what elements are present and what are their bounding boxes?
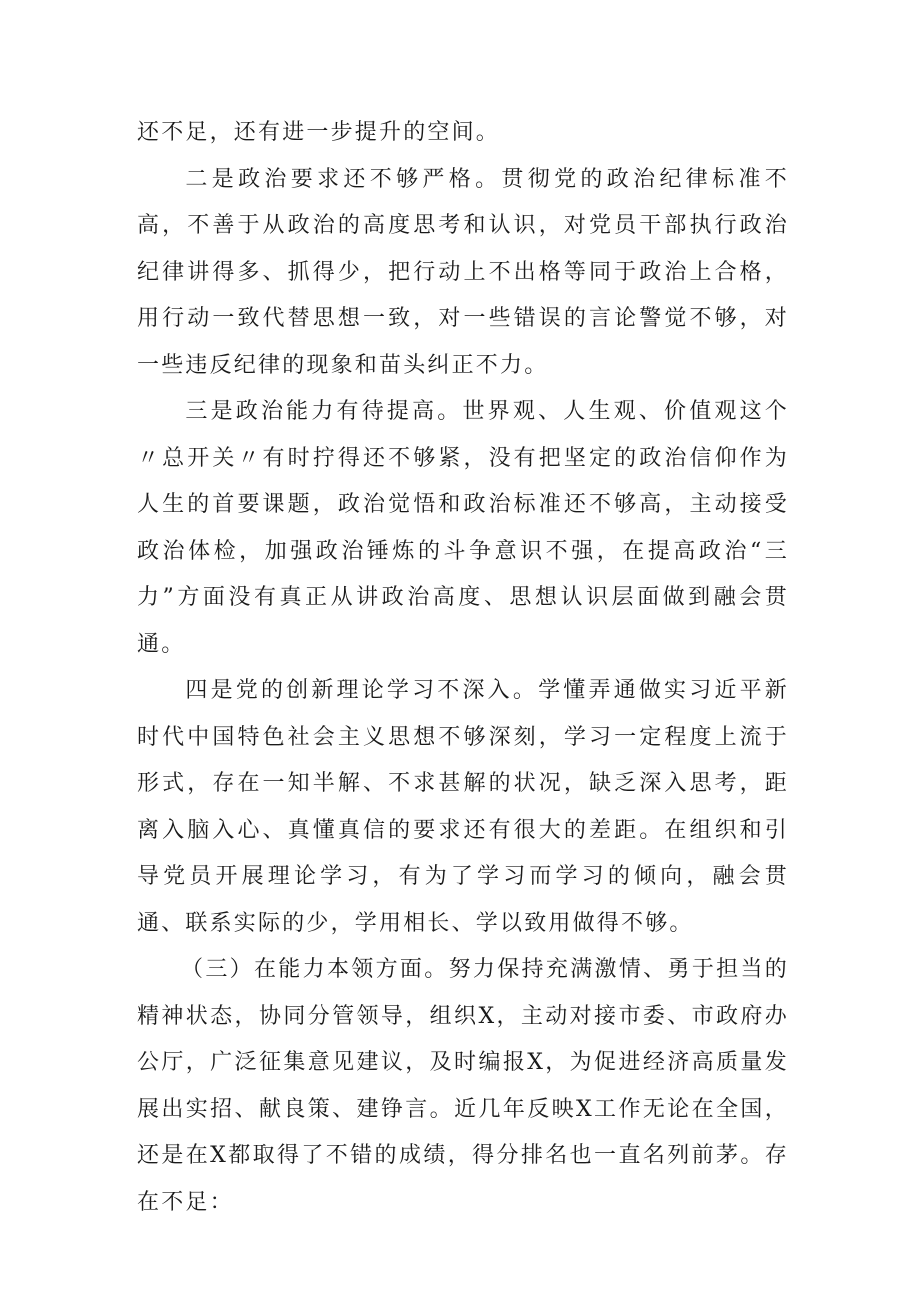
paragraph-continuation: 还不足，还有进一步提升的空间。 (137, 120, 501, 145)
paragraph-political-ability: 三是政治能力有待提高。世界观、人生观、价值观这个〃总开关〃有时拧得还不够紧，没有把坚定的政治信仰作为人生的首要课题，政治觉悟和政治标准还不够高，主动接受政治体检，加强政治锤炼的斗争意识不强，在提高政治“三力”方面没有真正从讲政治高度、思想认识层面做到融会贯通。 (137, 399, 789, 657)
paragraph-capability-section: （三）在能力本领方面。努力保持充满激情、勇于担当的精神状态，协同分管领导，组织X，主动对接市委、市政府办公厅，广泛征集意见建议，及时编报X，为促进经济高质量发展出实招、献良策、建铮言。近几年反映X工作无论在全国，还是在X都取得了不错的成绩，得分排名也一直名列前茅。存在不足： (137, 957, 789, 1215)
paragraph-political-requirements: 二是政治要求还不够严格。贯彻党的政治纪律标准不高，不善于从政治的高度思考和认识，对党员干部执行政治纪律讲得多、抓得少，把行动上不出格等同于政治上合格，用行动一致代替思想一致，对一些错误的言论警觉不够，对一些违反纪律的现象和苗头纠正不力。 (137, 166, 789, 378)
paragraph-theory-study: 四是党的创新理论学习不深入。学懂弄通做实习近平新时代中国特色社会主义思想不够深刻，学习一定程度上流于形式，存在一知半解、不求甚解的状况，缺乏深入思考，距离入脑入心、真懂真信的要求还有很大的差距。在组织和引导党员开展理论学习，有为了学习而学习的倾向，融会贯通、联系实际的少，学用相长、学以致用做得不够。 (137, 678, 789, 936)
document-body (137, 110, 789, 1226)
